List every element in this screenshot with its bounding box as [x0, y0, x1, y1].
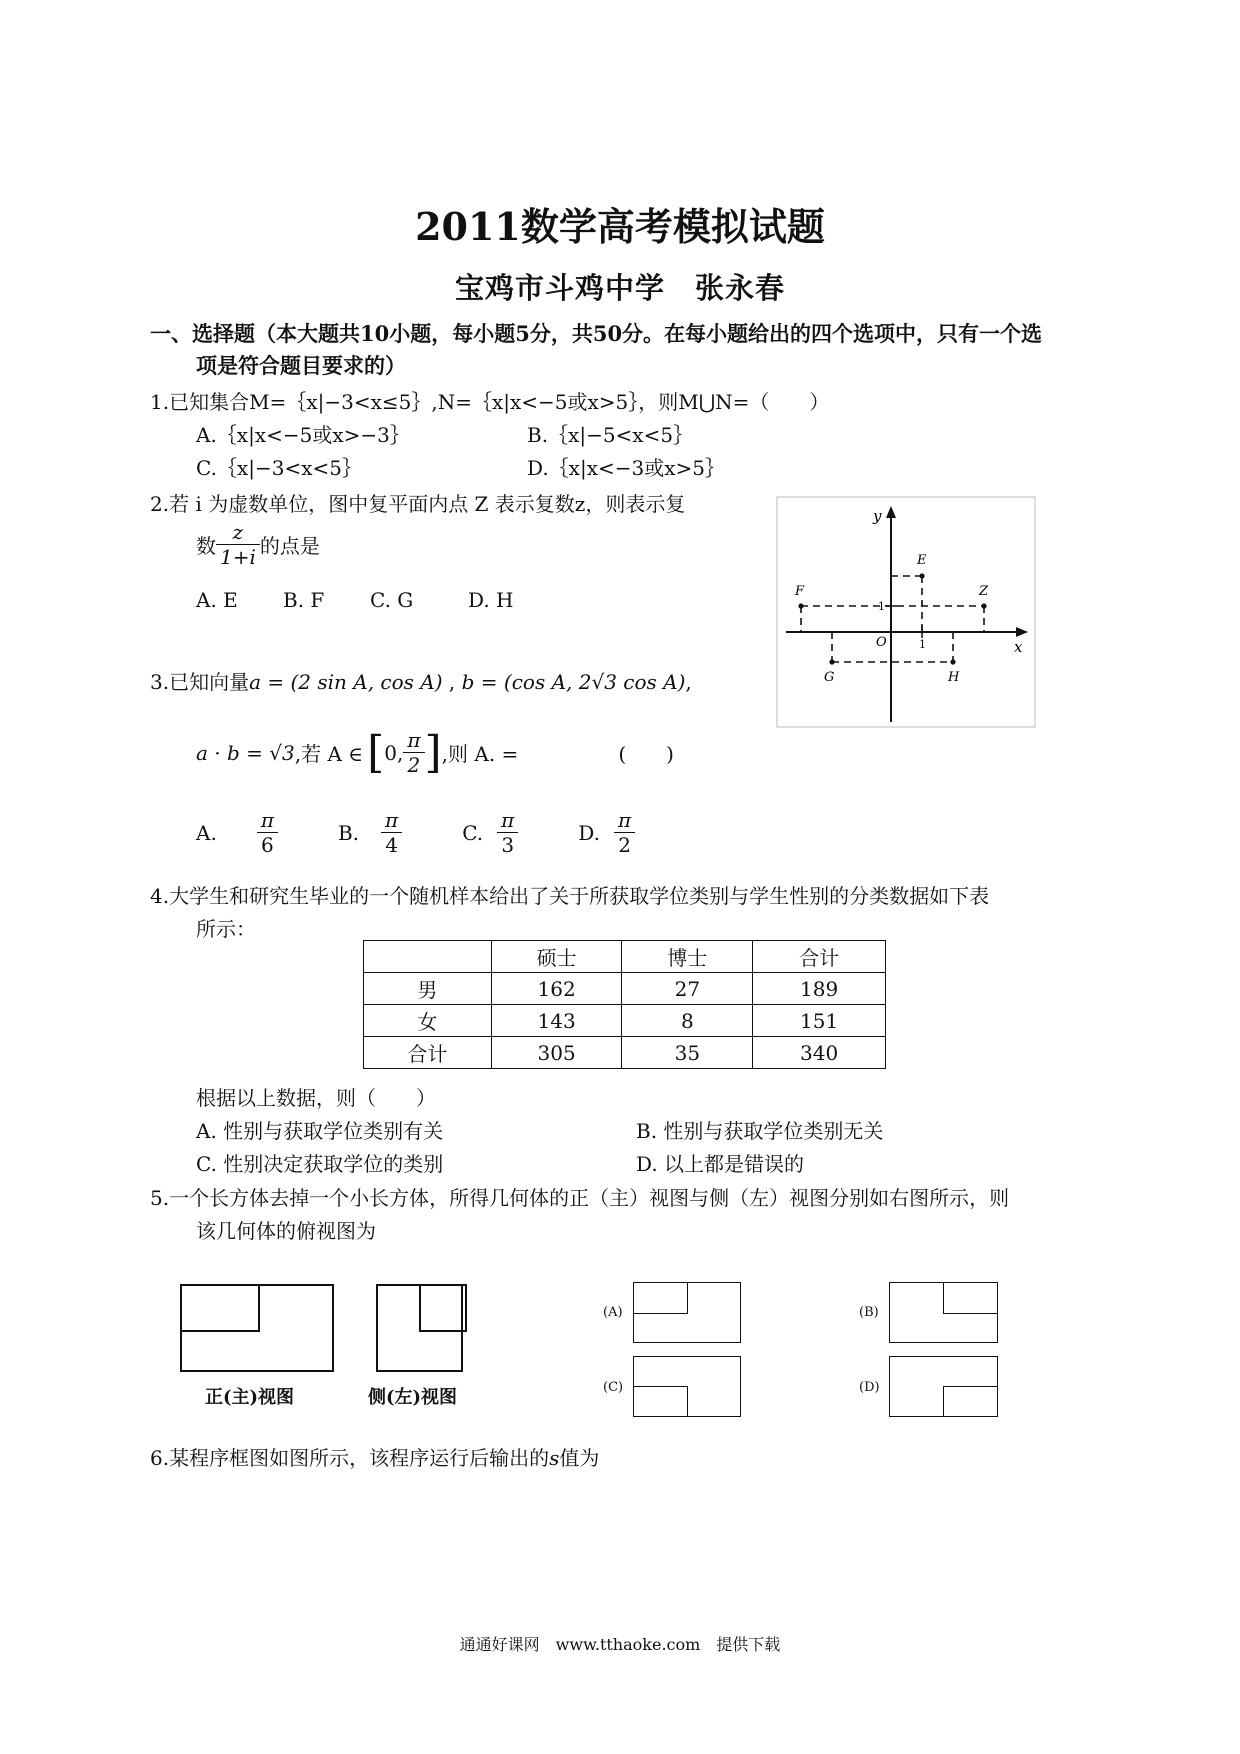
- table-cell: 151: [753, 1005, 886, 1037]
- x-axis-arrow: [1016, 627, 1028, 637]
- label-e: E: [917, 553, 927, 568]
- q5-stem: 5.一个长方体去掉一个小长方体，所得几何体的正（主）视图与侧（左）视图分别如右图所示，则: [150, 1186, 1010, 1210]
- section-heading-cont: 项是符合题目要求的）: [196, 353, 406, 378]
- y-axis-label: y: [873, 507, 882, 525]
- q5-option-d-figure: [889, 1356, 998, 1417]
- q3-option-d-frac: [614, 808, 635, 857]
- q5-option-c-label: (C): [603, 1380, 624, 1395]
- q3-option-a-label: A.: [196, 820, 217, 845]
- table-header-cell: 硕士: [491, 941, 622, 973]
- table-cell: 162: [491, 973, 622, 1005]
- q4-stem: 4.大学生和研究生毕业的一个随机样本给出了关于所获取学位类别与学生性别的分类数据如下表: [150, 884, 990, 908]
- q3-options: [196, 808, 635, 857]
- label-g: G: [824, 670, 835, 685]
- q5-option-a-figure: [633, 1282, 741, 1343]
- q5-option-b-inner: [943, 1282, 998, 1314]
- table-cell: 189: [753, 973, 886, 1005]
- q3-line2: [196, 728, 674, 777]
- q3-interval-num: π: [403, 728, 424, 753]
- front-view-cutout: [180, 1284, 260, 1332]
- q4-option-b: B. 性别与获取学位类别无关: [636, 1119, 884, 1143]
- interval-right-bracket: ]: [424, 726, 442, 778]
- q2-option-a: A. E: [196, 588, 238, 612]
- table-cell: 女: [364, 1005, 492, 1037]
- q3-answer-paren: ( ): [618, 742, 674, 766]
- q3-option-d-num: π: [614, 808, 635, 833]
- q5-option-a-inner: [633, 1282, 688, 1314]
- q3-option-a-num: π: [257, 808, 278, 833]
- q5-option-a-label: (A): [603, 1305, 623, 1320]
- q4-option-a: A. 性别与获取学位类别有关: [196, 1119, 444, 1143]
- label-z: Z: [979, 584, 989, 599]
- interval-left-bracket: [: [367, 726, 385, 778]
- y-axis-arrow: [886, 506, 896, 518]
- q5-option-b-label: (B): [859, 1305, 879, 1320]
- side-view-label: 侧(左)视图: [368, 1387, 458, 1408]
- q3-interval-left: 0,: [384, 740, 404, 765]
- q2-frac-den: 1+i: [220, 545, 256, 569]
- q2-option-c: C. G: [370, 588, 414, 612]
- q1-option-c: C.｛x|−3<x<5｝: [196, 456, 362, 480]
- q3-option-c-num: π: [497, 808, 518, 833]
- q3-option-b-den: 4: [385, 833, 398, 857]
- front-view-label: 正(主)视图: [205, 1387, 295, 1408]
- table-row: [364, 1037, 886, 1069]
- q2-fraction: [216, 520, 260, 569]
- q3-option-c-den: 3: [501, 833, 515, 857]
- point-h: [950, 659, 955, 664]
- table-header-cell: 博士: [622, 941, 753, 973]
- q3-dot-product: a · b = √3: [196, 740, 295, 765]
- q6-stem-pre: 6.某程序框图如图所示，该程序运行后输出的: [150, 1446, 550, 1470]
- q5-option-b-figure: [889, 1282, 998, 1343]
- q3-vector-a: a = (2 sin A, cos A): [249, 670, 443, 694]
- point-g: [829, 659, 834, 664]
- q3-option-a-den: 6: [261, 833, 274, 857]
- q2-option-d: D. H: [468, 588, 514, 612]
- table-header-cell: 合计: [753, 941, 886, 973]
- q3-option-a-frac: [257, 808, 278, 857]
- q3-option-c-label: C.: [462, 820, 484, 845]
- q3-interval-fraction: [403, 728, 424, 777]
- q1-option-b: B.｛x|−5<x<5｝: [527, 423, 694, 447]
- figure-frame: [777, 497, 1035, 727]
- q6-stem: [150, 1442, 599, 1471]
- q3-sep: ,: [442, 670, 462, 694]
- q2-line2-post: 的点是: [259, 534, 320, 558]
- q4-question: 根据以上数据，则（ ）: [196, 1086, 436, 1110]
- q2-line2-pre: 数: [196, 534, 216, 558]
- page-footer: 通通好课网 www.tthaoke.com 提供下载: [459, 1635, 781, 1654]
- table-cell: 305: [491, 1037, 622, 1069]
- side-view-figure: [376, 1284, 463, 1372]
- table-cell: 27: [622, 973, 753, 1005]
- table-cell: 35: [622, 1037, 753, 1069]
- side-view-cutout: [419, 1284, 467, 1332]
- table-header-cell: [364, 941, 492, 973]
- q2-line2: [196, 520, 320, 569]
- q3-option-c-frac: [497, 808, 518, 857]
- x-axis-label: x: [1014, 638, 1023, 656]
- table-cell: 143: [491, 1005, 622, 1037]
- table-row: [364, 1005, 886, 1037]
- origin-label: O: [876, 635, 887, 650]
- q3-condition: ,若 A ∈: [294, 742, 364, 766]
- page-title: 2011数学高考模拟试题: [415, 204, 825, 249]
- q3-stem-end: ,: [685, 670, 692, 694]
- q1-option-d: D.｛x|x<−3或x>5｝: [527, 456, 725, 480]
- label-h: H: [948, 670, 960, 685]
- author-line: 宝鸡市斗鸡中学 张永春: [454, 271, 785, 305]
- front-view-figure: [180, 1284, 334, 1372]
- q5-option-d-label: (D): [859, 1380, 880, 1395]
- point-e: [919, 573, 924, 578]
- q3-option-b-num: π: [381, 808, 402, 833]
- point-z: [981, 603, 986, 608]
- q3-line2-post: ,则 A. =: [441, 742, 519, 766]
- q6-stem-post: 值为: [559, 1446, 600, 1470]
- x-tick-label: 1: [919, 638, 926, 651]
- q1-option-a: A.｛x|x<−5或x>−3｝: [196, 423, 410, 447]
- table-row: [364, 973, 886, 1005]
- y-tick-label: 1: [878, 600, 885, 613]
- q3-stem: [150, 666, 692, 695]
- q3-option-d-label: D.: [578, 820, 600, 845]
- q3-option-d-den: 2: [618, 833, 631, 857]
- table-cell: 340: [753, 1037, 886, 1069]
- q4-option-d: D. 以上都是错误的: [636, 1152, 805, 1176]
- q2-stem: 2.若 i 为虚数单位，图中复平面内点 Z 表示复数z，则表示复: [150, 492, 686, 516]
- q2-frac-num: z: [216, 520, 260, 545]
- point-f: [798, 603, 803, 608]
- dashed-guides: [801, 576, 984, 662]
- table-header-row: [364, 941, 886, 973]
- q5-option-c-inner: [633, 1386, 688, 1417]
- q4-option-c: C. 性别决定获取学位的类别: [196, 1152, 444, 1176]
- table-cell: 合计: [364, 1037, 492, 1069]
- q3-option-b-label: B.: [337, 820, 360, 845]
- q3-vector-b: b = (cos A, 2√3 cos A): [461, 670, 686, 694]
- q5-stem-cont: 该几何体的俯视图为: [196, 1219, 376, 1243]
- q3-stem-pre: 3.已知向量: [150, 670, 250, 694]
- table-cell: 男: [364, 973, 492, 1005]
- q4-stem-cont: 所示：: [196, 917, 256, 941]
- section-heading: 一、选择题（本大题共10小题，每小题5分，共50分。在每小题给出的四个选项中，只有一个选: [150, 321, 1043, 346]
- complex-plane-figure: [776, 496, 1036, 728]
- q3-interval-den: 2: [407, 753, 421, 777]
- q1-stem: 1.已知集合M=｛x|−3<x≤5｝,N=｛x|x<−5或x>5｝，则M⋃N=（ ）: [150, 390, 830, 414]
- q5-option-c-figure: [633, 1356, 741, 1417]
- q6-var: s: [549, 1446, 560, 1470]
- label-f: F: [795, 584, 805, 599]
- q5-option-d-inner: [943, 1386, 998, 1417]
- degree-gender-table: [363, 940, 886, 1069]
- table-cell: 8: [622, 1005, 753, 1037]
- q2-option-b: B. F: [283, 588, 325, 612]
- q3-option-b-frac: [381, 808, 402, 857]
